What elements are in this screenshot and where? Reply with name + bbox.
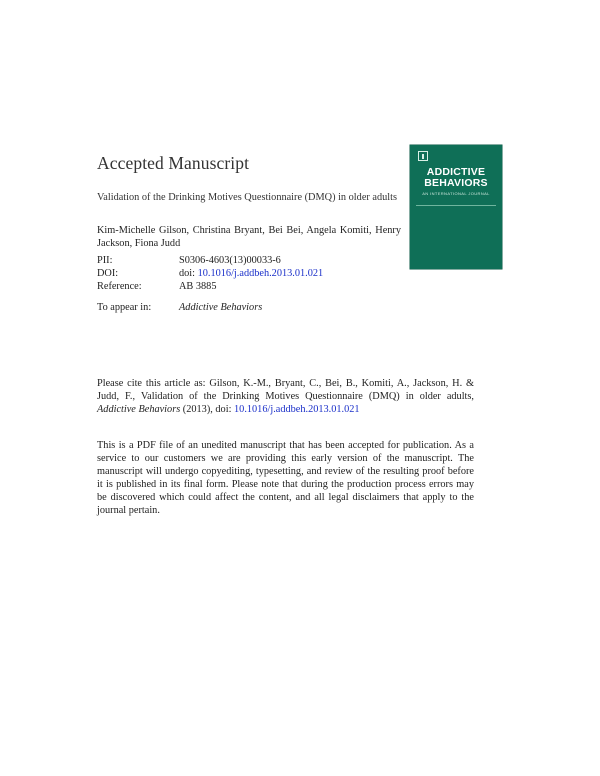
elsevier-logo-icon [418, 151, 428, 161]
journal-name: Addictive Behaviors [179, 302, 263, 313]
author-list: Kim-Michelle Gilson, Christina Bryant, Bei Bei, Angela Komiti, Henry Jackson, Fiona Judd [97, 225, 401, 249]
reference-value: AB 3885 [179, 281, 217, 292]
cover-title-line-1: ADDICTIVE [426, 166, 486, 178]
reference-label: Reference: [97, 281, 142, 292]
citation-doi-link[interactable]: 10.1016/j.addbeh.2013.01.021 [234, 404, 360, 415]
citation-year: (2013), [182, 404, 213, 415]
citation-text: Please cite this article as: Gilson, K.-M., Bryant, C., Bei, B., Komiti, A., Jackson, H. & Judd, F., Validation of the Drinking Motives Questionnaire (DMQ) in older adults, [97, 378, 474, 402]
doi-link[interactable]: 10.1016/j.addbeh.2013.01.021 [197, 268, 324, 279]
citation-paragraph [97, 377, 474, 416]
cover-title-line-2: BEHAVIORS [424, 177, 488, 189]
pii-label: PII: [97, 255, 113, 266]
journal-cover-image [410, 145, 502, 269]
pii-value: S0306-4603(13)00033-6 [179, 255, 281, 266]
article-title: Validation of the Drinking Motives Questionnaire (DMQ) in older adults [97, 192, 397, 203]
doi-label: DOI: [97, 268, 119, 279]
cover-divider [416, 205, 496, 206]
cover-subtitle: AN INTERNATIONAL JOURNAL [422, 191, 490, 196]
notice-paragraph: This is a PDF file of an unedited manuscript that has been accepted for publication. As a service to our customers we are providing this early version of the manuscript. The manuscript will undergo copyediting, typesetting, and review of the resulting proof before it is published in its final form. Please note that during the production process errors may be discovered which could affect the content, and all legal disclaimers that apply to the journal pertain. [97, 440, 474, 516]
citation-journal: Addictive Behaviors [97, 404, 181, 415]
appear-label: To appear in: [97, 302, 152, 313]
cover-title [410, 167, 502, 189]
page-heading: Accepted Manuscript [97, 153, 250, 173]
doi-prefix: doi: [179, 268, 196, 279]
citation-doi-prefix: doi: [215, 404, 232, 415]
doi-value [179, 267, 323, 280]
appear-in-row [97, 302, 263, 313]
